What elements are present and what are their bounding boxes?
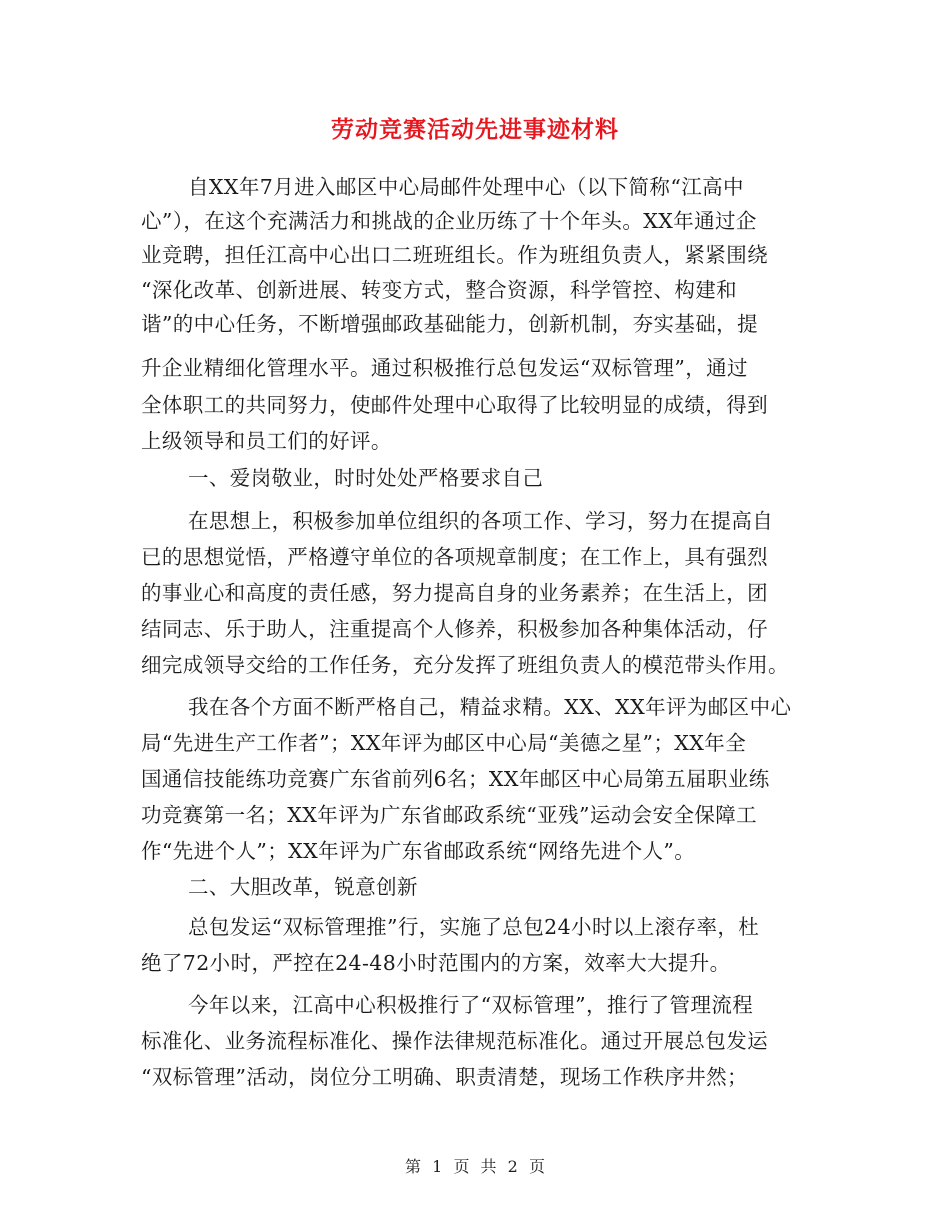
body-line: 国通信技能练功竞赛广东省前列6名；XX年邮区中心局第五届职业练 [141, 767, 770, 791]
body-line: 在思想上，积极参加单位组织的各项工作、学习，努力在提高自 [188, 509, 774, 533]
body-line: 升企业精细化管理水平。通过积极推行总包发运“双标管理”，通过 [141, 356, 748, 380]
page-prefix: 第 [405, 1157, 422, 1176]
body-line: 结同志、乐于助人，注重提高个人修养，积极参加各种集体活动，仔 [141, 617, 768, 641]
body-line: “深化改革、创新进展、转变方式，整合资源，科学管控、构建和 [141, 278, 738, 302]
body-line: 绝了72小时，严控在24-48小时范围内的方案，效率大大提升。 [141, 951, 731, 975]
body-line: 自XX年7月进入邮区中心局邮件处理中心（以下简称“江高中 [188, 175, 744, 199]
body-line: 作“先进个人”；XX年评为广东省邮政系统“网络先进个人”。 [141, 839, 696, 863]
body-line: 我在各个方面不断严格自己，精益求精。XX、XX年评为邮区中心 [188, 695, 792, 719]
body-line: 全体职工的共同努力，使邮件处理中心取得了比较明显的成绩，得到 [141, 393, 768, 417]
body-line: 谐”的中心任务，不断增强邮政基础能力，创新机制，夯实基础，提 [141, 312, 758, 336]
page-footer [0, 1156, 950, 1178]
body-line: 上级领导和员工们的好评。 [141, 429, 392, 453]
body-line: 今年以来，江高中心积极推行了“双标管理”，推行了管理流程 [188, 993, 754, 1017]
page-current: 1 [432, 1157, 443, 1176]
body-line: 细完成领导交给的工作任务，充分发挥了班组负责人的模范带头作用。 [141, 653, 789, 677]
total-unit: 页 [528, 1157, 545, 1176]
body-line: “双标管理”活动，岗位分工明确、职责清楚，现场工作秩序井然； [141, 1065, 748, 1089]
section-heading: 一、爱岗敬业，时时处处严格要求自己 [188, 466, 544, 490]
document-title: 劳动竞赛活动先进事迹材料 [331, 116, 619, 143]
body-line: 已的思想觉悟，严格遵守单位的各项规章制度；在工作上，具有强烈 [141, 545, 768, 569]
page-unit: 页 [453, 1157, 470, 1176]
body-line: 总包发运“双标管理推”行，实施了总包24小时以上滚存率，杜 [188, 915, 760, 939]
body-line: 功竞赛第一名；XX年评为广东省邮政系统“亚残”运动会安全保障工 [141, 803, 758, 827]
section-heading: 二、大胆改革，锐意创新 [188, 875, 418, 899]
body-line: 局“先进生产工作者”；XX年评为邮区中心局“美德之星”；XX年全 [141, 731, 747, 755]
body-line: 标准化、业务流程标准化、操作法律规范标准化。通过开展总包发运 [141, 1029, 768, 1053]
page-total: 2 [507, 1157, 518, 1176]
body-line: 业竞聘，担任江高中心出口二班班组长。作为班组负责人，紧紧围绕 [141, 243, 768, 267]
body-line: 心”），在这个充满活力和挑战的企业历练了十个年头。XX年通过企 [141, 209, 757, 233]
total-prefix: 共 [480, 1157, 497, 1176]
body-line: 的事业心和高度的责任感，努力提高自身的业务素养；在生活上，团 [141, 581, 768, 605]
